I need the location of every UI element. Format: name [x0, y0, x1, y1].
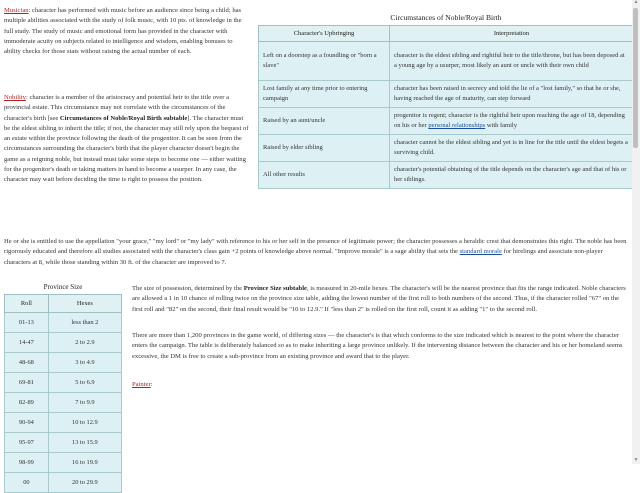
- table-header: Character's Upbringing: [259, 26, 390, 42]
- scrollbar-thumb[interactable]: [633, 8, 638, 148]
- province-size-bold: Province Size subtable: [243, 285, 307, 292]
- table-cell: 95-97: [5, 433, 49, 453]
- table-cell: All other results: [259, 162, 390, 189]
- table-cell: 13 to 15.9: [48, 433, 121, 453]
- table-header: Hexes: [48, 295, 121, 313]
- table-cell: 10 to 12.9: [48, 413, 121, 433]
- painter-link[interactable]: Painter: [132, 381, 151, 388]
- table-cell: Lost family at any time prior to entering campaign: [259, 81, 390, 108]
- table-header: Interpretation: [390, 26, 634, 42]
- table-header: Roll: [5, 295, 49, 313]
- table-cell: 48-68: [5, 353, 49, 373]
- nobility-paragraph: [4, 93, 251, 186]
- province-table: [4, 294, 122, 493]
- table-cell: character cannot be the eldest sibling and yet is in line for the title until the eldest begets a surviving child.: [390, 135, 634, 162]
- appellation-text: He or she is entitled to use the appellation "your grace," "my lord" or "my lady" with reference to his or her self in the presence of legitimate power; the character possesses a heraldic crest that demonstrates this right. The noble has been rigorously educated and therefore all studies associated with the character's class gain +2 points of knowledge above normal. "Improve morale" is a sage ability that sets the: [4, 238, 627, 256]
- standard-morale-link[interactable]: standard morale: [459, 248, 502, 256]
- table-cell: 16 to 19.9: [48, 453, 121, 473]
- table-row: [5, 473, 122, 493]
- table-cell: 98-99: [5, 453, 49, 473]
- table-header-row: [5, 295, 122, 313]
- table-row: [5, 413, 122, 433]
- table-row: [259, 162, 634, 189]
- scroll-down-icon[interactable]: ▼: [633, 458, 639, 463]
- table-cell: Raised by an aunt/uncle: [259, 108, 390, 135]
- painter-text: :: [150, 381, 153, 388]
- musician-text: : character has performed with music before an audience since being a child; has multiple abilities associated with the study of folk music, with 10 pts. of knowledge in the full study. The study of music and emotional form has provided in the character with immoderate acuity on subjects related to intelligence and wisdom, enabling bonuses to ability checks for those stats without raising the actual number of each.: [4, 7, 242, 56]
- table-row: [259, 108, 634, 135]
- table-row: [5, 373, 122, 393]
- province-table-title: Province Size: [43, 283, 83, 291]
- musician-paragraph: [4, 6, 251, 57]
- table-cell: less than 2: [48, 313, 121, 333]
- table-row: [5, 453, 122, 473]
- table-cell: Raised by elder sibling: [259, 135, 390, 162]
- table-cell: 69-81: [5, 373, 49, 393]
- cell-text: with family: [485, 122, 517, 129]
- table-cell: 3 to 4.9: [48, 353, 121, 373]
- provinces-paragraph: There are more than 1,200 provinces in the game world, of differing sizes — the character's is that which conforms to the size indicated which is nearest to the point where the character enters the campaign. The table is deliberately balanced so as to make inheriting a large province unlikely. If the intervening distance between the character and his or her homeland seems excessive, the DM is free to create a sub-province from an existing province and award that to the player.: [132, 332, 623, 360]
- table-header-row: [259, 26, 634, 42]
- table-cell: 2 to 2.9: [48, 333, 121, 353]
- table-cell: character is the eldest sibling and rightful heir to the title/throne, but has been deposed at a young age by a usurper, most likely an aunt or uncle with their own child: [390, 42, 634, 81]
- table-cell: character's potential obtaining of the title depends on the character's age and that of his or her siblings.: [390, 162, 634, 189]
- table-row: [259, 135, 634, 162]
- table-cell: [390, 108, 634, 135]
- circumstances-table-title: Circumstances of Noble/Royal Birth: [390, 13, 502, 22]
- table-row: [5, 433, 122, 453]
- painter-paragraph: [132, 380, 332, 390]
- table-row: [5, 353, 122, 373]
- table-row: [5, 313, 122, 333]
- table-cell: character has been raised in secrecy and told the lie of a "lost family," so that he or she, having reached the age of maturity, can step forward: [390, 81, 634, 108]
- table-cell: 7 to 9.9: [48, 393, 121, 413]
- musician-link[interactable]: Musician: [4, 7, 29, 14]
- table-row: [5, 393, 122, 413]
- nobility-text: ]. The character must be the eldest sibling to inherit the title; if not, the character may still rely upon the bequest of an estate within the province following the death of the progenitor. It can be seen from the circumstances surrounding the character's birth that the player character doesn't begin the game as a reigning noble, but instead must take some steps to become one — either waiting for the progenitor's death or taking matters in hand to become a usurper. In any case, the character may wait before deciding the time is right to possess the position.: [4, 114, 249, 184]
- table-cell: 01-13: [5, 313, 49, 333]
- table-row: [5, 333, 122, 353]
- table-row: [259, 42, 634, 81]
- nobility-bold: Circumstances of Noble/Royal Birth subtable: [59, 114, 188, 122]
- appellation-text: for hirelings and associate non-player characters at 8, while those standing within 30 ft. of the character are improved to 7.: [4, 248, 603, 266]
- table-cell: 82-89: [5, 393, 49, 413]
- table-cell: 20 to 29.9: [48, 473, 121, 493]
- appellation-paragraph: [4, 237, 628, 268]
- personal-relationships-link[interactable]: personal relationships: [428, 122, 486, 129]
- cell-text: progenitor is regent; character is the rightful heir upon reaching the age of 18, depending on his or her: [394, 112, 625, 129]
- table-cell: Left on a doorstep as a foundling or "born a slave": [259, 42, 390, 81]
- province-size-paragraph: [132, 284, 628, 315]
- table-cell: 14-47: [5, 333, 49, 353]
- table-row: [259, 81, 634, 108]
- table-cell: 5 to 6.9: [48, 373, 121, 393]
- table-cell: 90-94: [5, 413, 49, 433]
- province-size-text: , is measured in 20-mile hexes. The character's will be the nearest province that fits the range indicated. Noble characters are allowed a 1 in 10 chance of rolling twice on the province size table, adding the lowest number of the first roll to both numbers of the second. Thus, if the character rolled "67" on the first roll and "82" on the second, their final result would be "10 to 12.9." If "less than 2" is rolled on the first roll, count it as adding "1" to the second roll.: [132, 285, 626, 313]
- table-cell: 00: [5, 473, 49, 493]
- province-size-text: The size of possession, determined by the: [132, 285, 244, 292]
- nobility-text: : character is a member of the aristocracy and potential heir to the title over a provincial estate. This circumstance may not correlate with the circumstances of the character's birth [see: [4, 94, 230, 122]
- nobility-link[interactable]: Nobility: [4, 94, 26, 101]
- circumstances-table: [258, 25, 634, 189]
- scroll-up-icon[interactable]: ▲: [633, 0, 639, 5]
